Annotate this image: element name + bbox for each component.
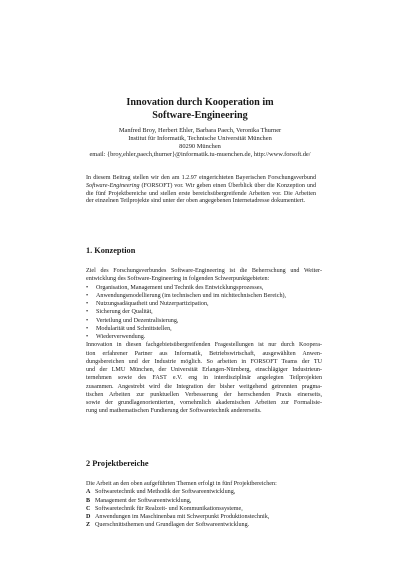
item-text: Querschnittsthemen und Grundlagen der Softwareentwicklung. xyxy=(95,522,250,529)
bullet-text: Sicherung der Qualität, xyxy=(96,309,153,316)
bullet-icon: • xyxy=(86,292,89,299)
bullet-icon: • xyxy=(86,325,89,332)
bullet-text: Modularität und Schnittstellen, xyxy=(96,325,172,332)
bullet-item xyxy=(86,333,322,341)
author-address: 80290 München xyxy=(179,142,221,150)
bullet-item xyxy=(86,292,322,300)
bullet-item xyxy=(86,325,322,333)
para-line: tion erfahrener Partner aus Informatik, Betriebswirtschaft, ausgewählten Anwen- xyxy=(86,350,322,357)
bullet-text: Organisation, Management und Technik des Entwicklungsprozesses, xyxy=(96,284,264,291)
list-item xyxy=(86,521,322,529)
para-line: zusammen. Angestrebt wird die Integration der bisher weitgehend getrennten pragma- xyxy=(86,383,322,390)
author-names: Manfred Broy, Herbert Ehler, Barbara Paech, Veronika Thurner xyxy=(118,127,282,134)
bullet-icon: • xyxy=(86,309,89,316)
list-item xyxy=(86,505,322,513)
item-key: A xyxy=(86,489,91,496)
item-text: Softwaretechnik und Methodik der Softwareentwicklung, xyxy=(95,489,236,496)
section-heading-konzeption: 1. Konzeption xyxy=(86,246,136,255)
bullet-item xyxy=(86,300,322,308)
bullet-icon: • xyxy=(86,284,89,291)
title-line-1: Innovation durch Kooperation im xyxy=(126,97,274,108)
list-item xyxy=(86,497,322,505)
paper-title xyxy=(0,97,400,122)
item-text: Softwaretechnik für Realzeit- und Kommunikationssysteme, xyxy=(95,505,243,512)
bullet-text: Anwendungsmodellierung (im technischen und im nichttechnischen Bereich), xyxy=(96,292,287,299)
section-konzeption-body xyxy=(86,267,322,416)
para-line: dungsbereichen und der Industrie möglich. So arbeiten in FORSOFT Teams der TU xyxy=(86,358,322,365)
abstract-italic-term: Software-Engineering xyxy=(86,182,140,189)
bullet-text: Nutzungsadäquatheit und Nutzerpartizipation, xyxy=(96,301,209,307)
item-key: B xyxy=(86,497,91,504)
item-text: Anwendungen im Maschinenbau mit Schwerpunkt Produktionstechnik, xyxy=(95,514,270,520)
item-text: Management der Softwareentwicklung, xyxy=(95,497,192,504)
section-projektbereiche-body xyxy=(86,480,322,530)
para-line: und der LMU München, der Universität Erlangen-Nürnberg, einschlägiger Industrieun- xyxy=(86,367,322,373)
bullet-icon: • xyxy=(86,317,89,324)
item-key: D xyxy=(86,514,91,520)
intro-line: Die Arbeit an den oben aufgeführten Themen erfolgt in fünf Projektbereichen: xyxy=(86,481,277,487)
bullet-text: Verteilung und Dezentralisierung, xyxy=(96,317,179,324)
bullet-item xyxy=(86,284,322,292)
abstract-line: der einzelnen Teilprojekte sind unter der oben angegebenen Internetadresse dokumentiert. xyxy=(86,198,306,205)
abstract xyxy=(86,175,316,206)
bullet-item xyxy=(86,317,322,325)
intro-line: Ziel des Forschungsverbundes Software-Engineering ist die Beherrschung und Weiter- xyxy=(86,268,322,274)
abstract-line: In diesem Beitrag stellen wir den am 1.2.97 eingerichteten Bayerischen Forschungsverbund xyxy=(86,175,316,181)
list-item xyxy=(86,513,322,521)
para-line: sowie der grundlagenorientierten, vornehmlich akademischen Arbeiten zur Formalisie- xyxy=(86,400,322,406)
section-heading-projektbereiche: 2 Projektbereiche xyxy=(86,459,149,468)
author-block xyxy=(0,127,400,159)
list-item xyxy=(86,488,322,496)
abstract-line: die fünf Projektbereiche und stellen erste bereichsübergreifende Arbeiten vor. Die Arbeiten xyxy=(86,190,316,197)
abstract-line-rest: (FORSOFT) vor. Wir geben einen Überblick über die Konzeption und xyxy=(139,182,316,189)
author-institute: Institut für Informatik, Technische Universität München xyxy=(128,134,272,142)
intro-line: entwicklung des Software-Engineering in folgenden Schwerpunktgebieten: xyxy=(86,276,270,283)
bullet-icon: • xyxy=(86,334,89,340)
abstract-line xyxy=(86,183,316,191)
bullet-item xyxy=(86,308,322,316)
title-line-2: Software-Engineering xyxy=(152,109,248,121)
para-line: tischen Arbeiten zur punktuellen Verbesserung der herrschenden Praxis einerseits, xyxy=(86,391,322,398)
bullet-icon: • xyxy=(86,301,89,307)
bullet-text: Wiederverwendung. xyxy=(96,334,146,340)
item-key: C xyxy=(86,505,91,512)
para-line: Innovation in diesen fachgebietsübergreifenden Fragestellungen ist nur durch Koopera- xyxy=(86,342,322,349)
author-email: email: {broy,ehler,paech,thurner}@informatik.tu-muenchen.de, http://www.forsoft.de/ xyxy=(89,150,311,158)
para-line: rung und mathematischen Fundierung der Softwaretechnik andererseits. xyxy=(86,408,262,415)
item-key: Z xyxy=(86,522,91,529)
para-line: ternehmen sowie des FAST e.V. eng in interdisziplinär angelegten Teilprojekten xyxy=(86,375,322,382)
